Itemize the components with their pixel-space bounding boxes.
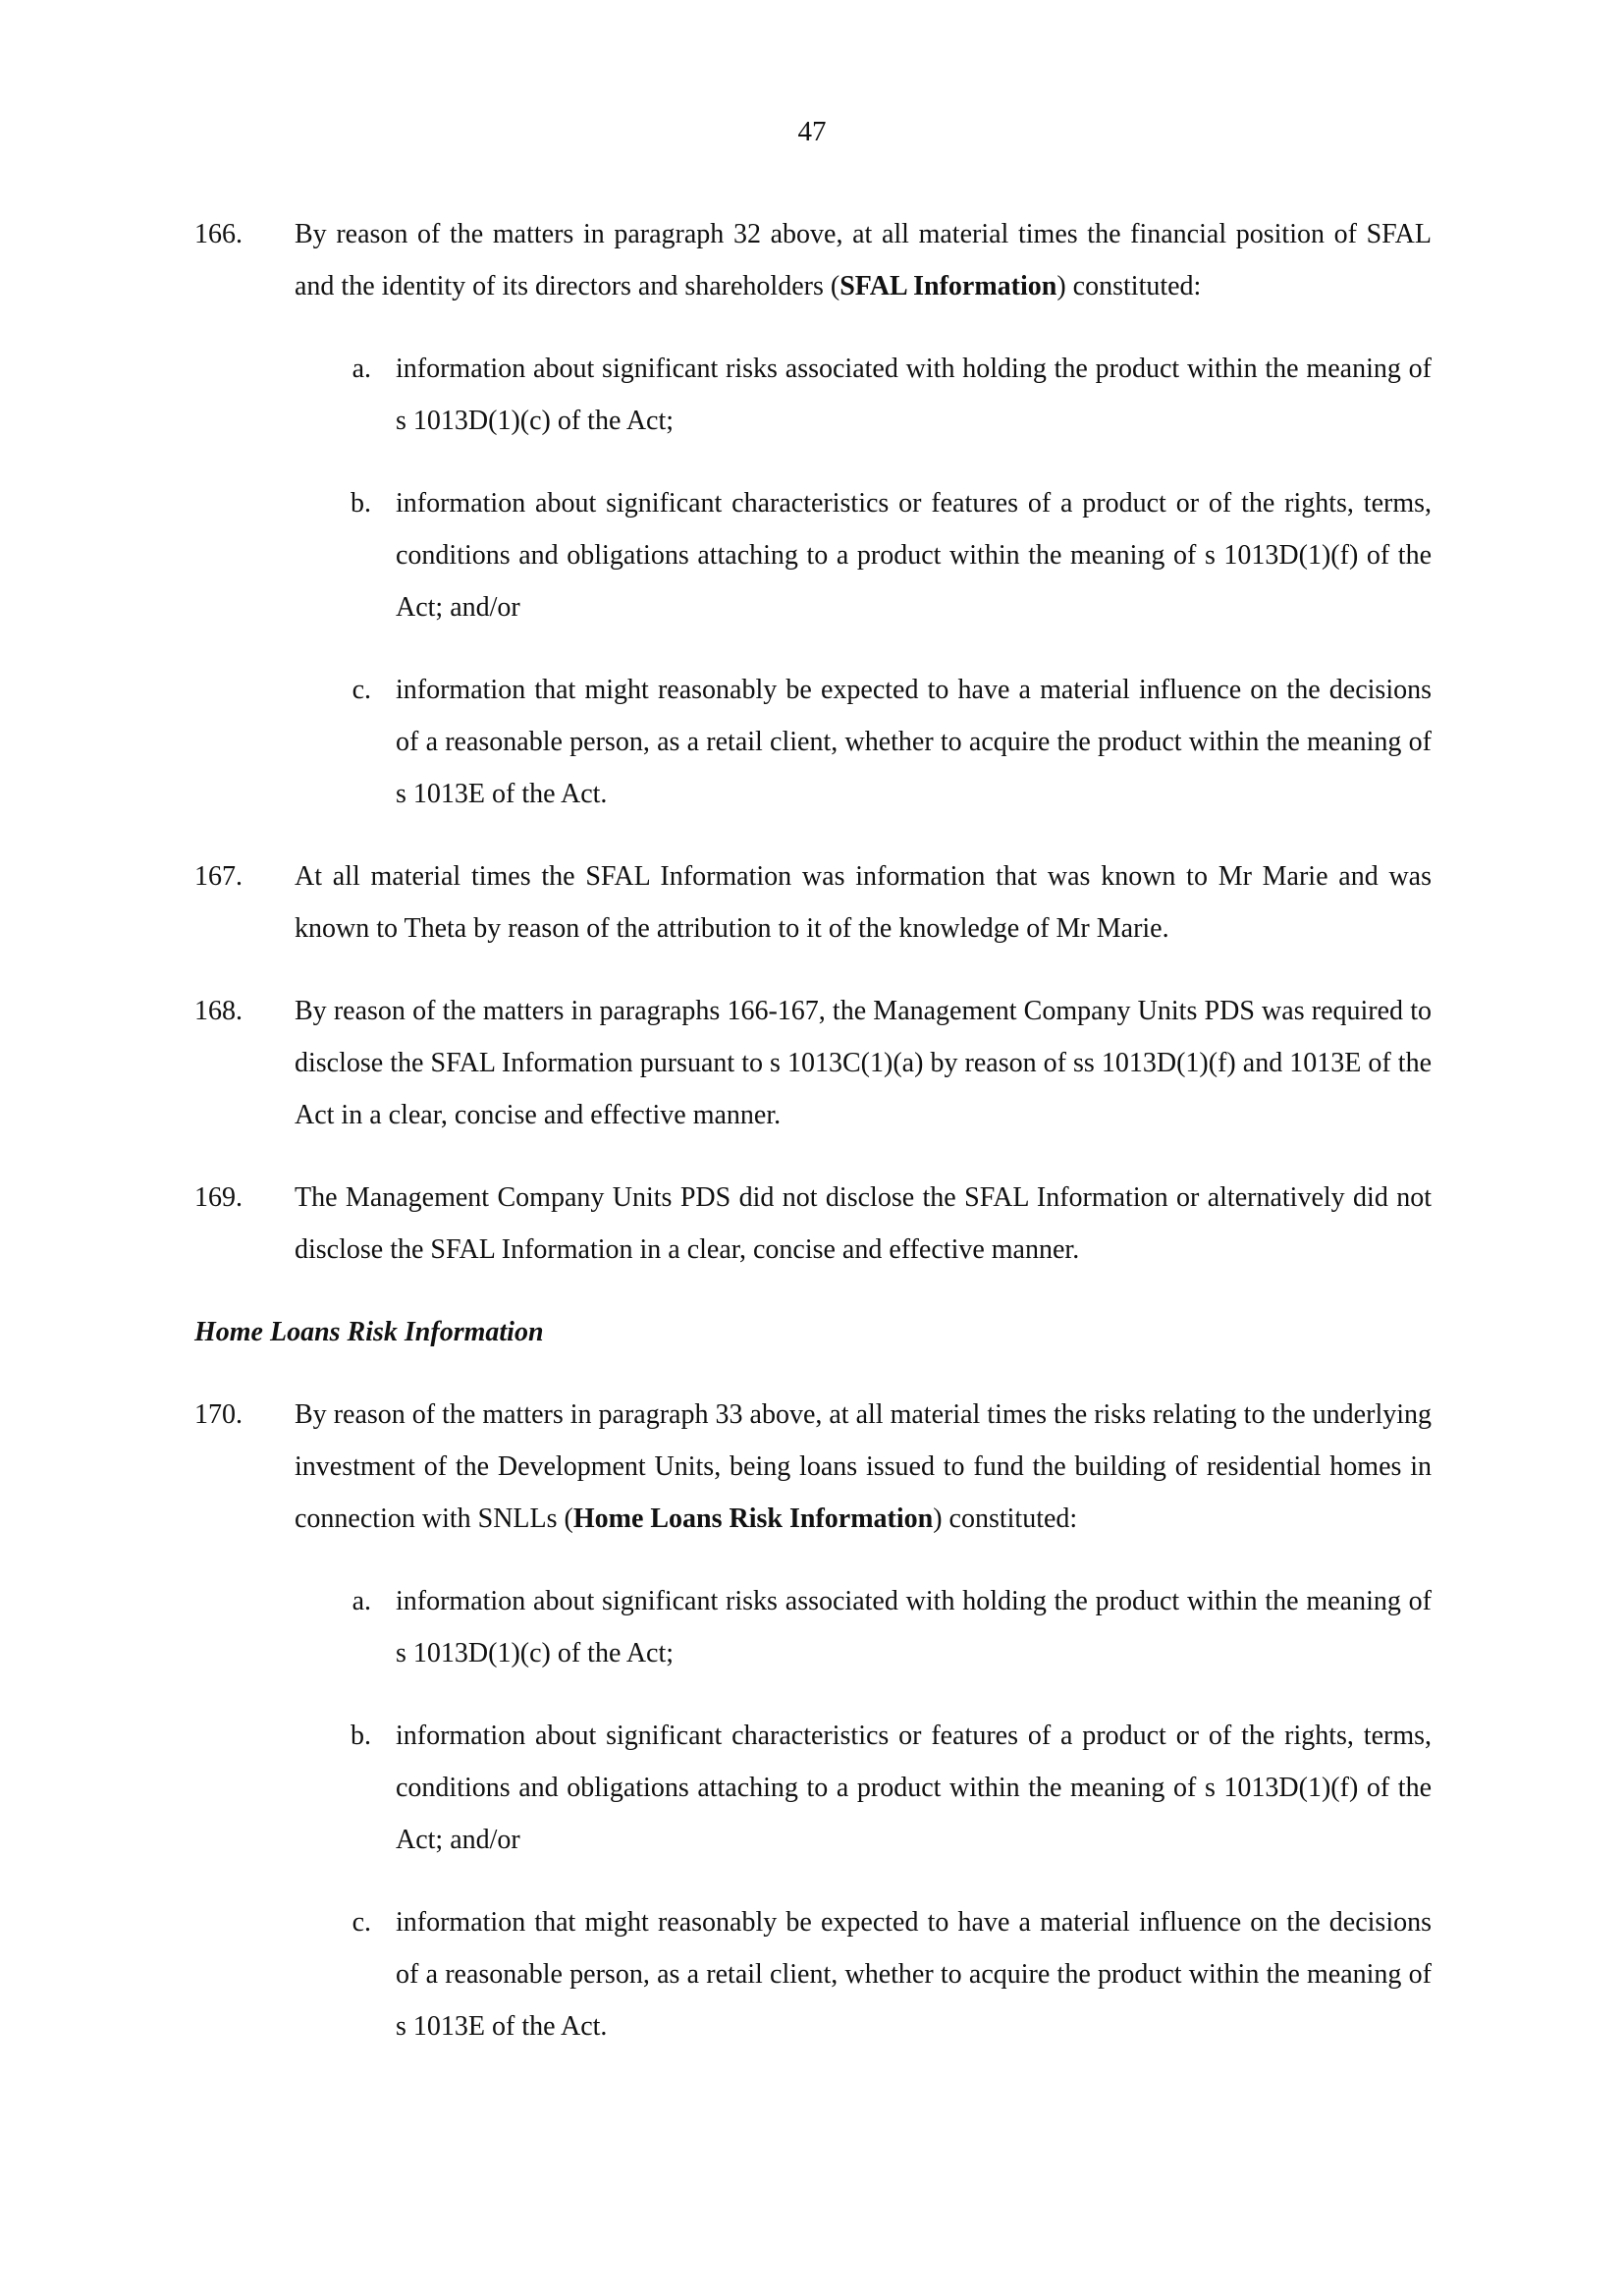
paragraph-170	[194, 1389, 1432, 2052]
paragraph-text: By reason of the matters in paragraphs 166-167, the Management Company Units PDS was required to disclose the SFAL Information pursuant to s 1013C(1)(a) by reason of ss 1013D(1)(f) and 1013E of the Act in a clear, concise and effective manner.	[295, 996, 1432, 1130]
sub-item-text: information that might reasonably be expected to have a material influence on the decisions of a reasonable person, as a retail client, whether to acquire the product within the meaning of s 1013E of the Act.	[396, 675, 1432, 809]
sub-item-text: information about significant characteristics or features of a product or of the rights, terms, conditions and obligations attaching to a product within the meaning of s 1013D(1)(f) of the Act; and/or	[396, 488, 1432, 623]
sub-item-letter: c.	[352, 675, 371, 705]
sub-item	[295, 1896, 1432, 2052]
sub-item-list	[295, 1575, 1432, 2052]
page-number: 47	[797, 116, 827, 147]
sub-item-letter: c.	[352, 1907, 371, 1938]
sub-item-list	[295, 343, 1432, 820]
paragraph-text: By reason of the matters in paragraph 32 above, at all material times the financial position of SFAL and the identity of its directors and shareholders (SFAL Information) constituted:	[295, 219, 1432, 301]
section-heading: Home Loans Risk Information	[194, 1317, 544, 1347]
sub-item-letter: b.	[351, 488, 371, 519]
paragraph-number: 170.	[194, 1399, 243, 1430]
paragraph-169	[194, 1172, 1432, 1276]
sub-item-text: information about significant risks associated with holding the product within the meaning of s 1013D(1)(c) of the Act;	[396, 1586, 1432, 1668]
sub-item-text: information that might reasonably be expected to have a material influence on the decisions of a reasonable person, as a retail client, whether to acquire the product within the meaning of s 1013E of the Act.	[396, 1907, 1432, 2042]
sub-item	[295, 1710, 1432, 1866]
sub-item-text: information about significant risks associated with holding the product within the meaning of s 1013D(1)(c) of the Act;	[396, 354, 1432, 436]
sub-item	[295, 343, 1432, 447]
paragraph-167	[194, 850, 1432, 955]
paragraph-166	[194, 208, 1432, 820]
sub-item-text: information about significant characteristics or features of a product or of the rights, terms, conditions and obligations attaching to a product within the meaning of s 1013D(1)(f) of the Act; and/or	[396, 1721, 1432, 1855]
document-body	[194, 208, 1432, 2083]
paragraph-text: At all material times the SFAL Information was information that was known to Mr Marie and was known to Theta by reason of the attribution to it of the knowledge of Mr Marie.	[295, 861, 1432, 944]
sub-item	[295, 1575, 1432, 1679]
paragraph-number: 169.	[194, 1182, 243, 1213]
paragraph-number: 167.	[194, 861, 243, 892]
paragraph-number: 166.	[194, 219, 243, 249]
sub-item-letter: b.	[351, 1721, 371, 1751]
sub-item-letter: a.	[352, 354, 371, 384]
sub-item-letter: a.	[352, 1586, 371, 1616]
sub-item	[295, 477, 1432, 633]
paragraph-number: 168.	[194, 996, 243, 1026]
defined-term: Home Loans Risk Information	[572, 1503, 934, 1534]
paragraph-168	[194, 985, 1432, 1141]
defined-term: SFAL Information	[839, 271, 1057, 301]
sub-item	[295, 664, 1432, 820]
paragraph-text: By reason of the matters in paragraph 33 above, at all material times the risks relating to the underlying investment of the Development Units, being loans issued to fund the building of residential homes in connection with SNLLs (Home Loans Risk Information) constituted:	[295, 1399, 1432, 1534]
paragraph-text: The Management Company Units PDS did not disclose the SFAL Information or alternatively did not disclose the SFAL Information in a clear, concise and effective manner.	[295, 1182, 1432, 1265]
